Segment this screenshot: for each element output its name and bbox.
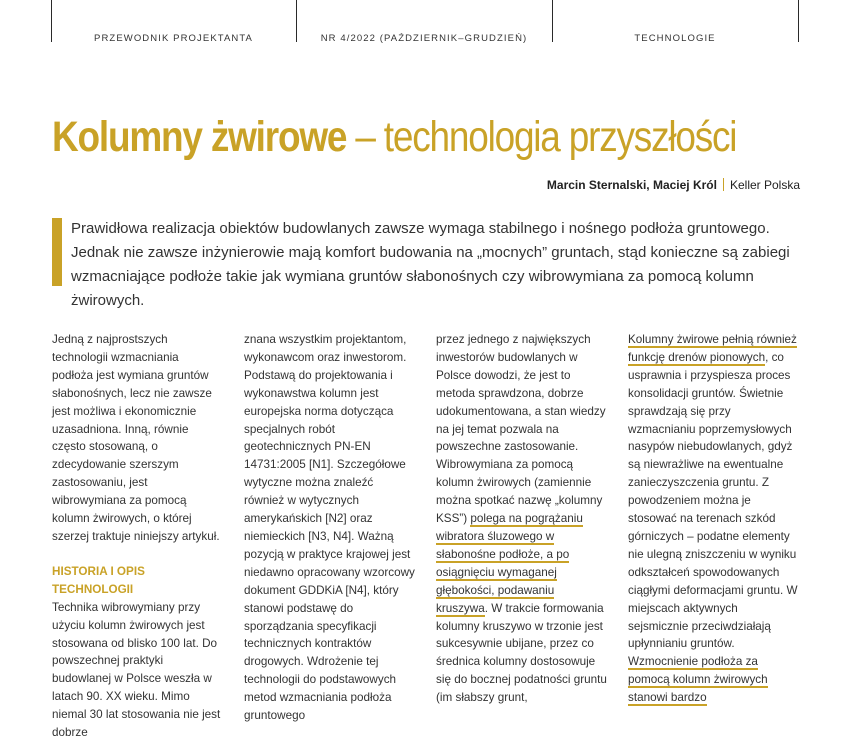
- header-divider: [798, 0, 799, 42]
- paragraph: Technika wibrowymiany przy użyciu kolumn żwirowych jest stosowana od blisko 100 lat. Do powszechnej praktyki budowlanej w Polsce weszła w latach 90. XX wieku. Mimo niemal 30 lat stosowania nie jest dobrze: [52, 600, 221, 740]
- text-column-4: [628, 331, 800, 707]
- text-column-1: [52, 331, 222, 742]
- paragraph: znana wszystkim projektantom, wykonawcom oraz inwestorom. Podstawą do projektowania i wykonawstwa kolumn jest europejska norma dotycząca specjalnych robót geotechnicznych PN-EN 14731:2005 [N1]. Szczegółowe wytyczne można znaleźć również w wytycznych amerykańskich [N2] oraz niemieckich [N3, N4]. Ważną pozycją w praktyce krajowej jest niedawno opracowany wzorcowy dokument GDDKiA [N4], który stanowi podstawę do sporządzania specyfikacji technicznych kontraktów drogowych. Wdrożenie tej technologii do podstawowych metod wzmacniania podłoża gruntowego: [244, 333, 415, 723]
- header-section-name: PRZEWODNIK PROJEKTANTA: [94, 33, 253, 44]
- paragraph: [436, 456, 608, 707]
- lead-accent-bar: [52, 218, 62, 286]
- author-affiliation: Keller Polska: [729, 178, 800, 192]
- article-byline: [547, 178, 800, 192]
- paragraph: przez jednego z największych inwestorów budowlanych w Polsce dowodzi, że jest to metoda sprawdzona, dobrze udokumentowana, a stan wiedzy na jej temat pozwala na powszechne zastosowanie.: [436, 333, 606, 454]
- paragraph: Jedną z najprostszych technologii wzmacniania podłoża jest wymiana gruntów słabonośnych, lecz nie zawsze jest możliwa i ekonomicznie uzasadniona. Inną, równie często stosowaną, o zdecydowanie szerszym zastosowaniu, jest wibrowymiana za pomocą kolumn żwirowych, o której szerzej traktuje niniejszy artykuł.: [52, 333, 220, 543]
- header-issue-number: NR 4/2022 (PAŹDZIERNIK–GRUDZIEŃ): [320, 33, 528, 44]
- byline-separator: [723, 178, 724, 191]
- highlighted-text: Kolumny żwirowe pełnią również funkcję drenów pionowych: [628, 333, 797, 364]
- paragraph: [628, 331, 800, 707]
- text-column-2: [244, 331, 416, 725]
- article-title: [52, 113, 736, 161]
- paragraph-text: . W trakcie formowania kolumny kruszywo w trzonie jest sukcesywnie ubijane, przez co średnica kolumny dostosowuje się do bocznej podatności gruntu (im słabszy grunt,: [436, 601, 607, 705]
- text-column-3: [436, 331, 608, 707]
- highlighted-text: Wzmocnienie podłoża za pomocą kolumn żwirowych stanowi bardzo: [628, 655, 768, 705]
- running-header: [0, 0, 850, 42]
- paragraph-text: , co usprawnia i przyspiesza proces konsolidacji gruntów. Świetnie sprawdzają się przy wzmacnianiu poprzemysłowych nasypów niebudowlanych, gdyż są niewrażliwe na ewentualne zanieczyszczenia gruntu. Z powodzeniem można je stosować na terenach szkód górniczych – podatne elementy nie ulegną zniszczeniu w wyniku odkształceń spowodowanych ciągłymi deformacjami gruntu. W miejscach aktywnych sejsmicznie przeciwdziałają upłynnianiu gruntów.: [628, 350, 798, 651]
- section-heading: HISTORIA I OPIS TECHNOLOGII: [52, 564, 145, 596]
- paragraph-text: Wibrowymiana za pomocą kolumn żwirowych (zamiennie można spotkać nazwę „kolumny KSS”): [436, 458, 603, 526]
- article-title-rest: – technologia przyszłości: [346, 113, 737, 161]
- header-category: TECHNOLOGIE: [634, 33, 716, 44]
- author-names: Marcin Sternalski, Maciej Król: [546, 178, 717, 192]
- highlighted-text: polega na pogrążaniu wibratora śluzowego w słabonośne podłoże, a po osiągnięciu wymaganej głębokości, podawaniu kruszywa: [436, 512, 583, 615]
- article-lead: Prawidłowa realizacja obiektów budowlanych zawsze wymaga stabilnego i nośnego podłoża gruntowego. Jednak nie zawsze inżynierowie mają komfort budowania na „mocnych” gruntach, stąd konieczne są zabiegi wzmacniające podłoże takie jak wymiana gruntów słabonośnych czy wibrowymiana za pomocą kolumn żwirowych.: [71, 220, 790, 309]
- article-title-main: Kolumny żwirowe: [52, 113, 347, 161]
